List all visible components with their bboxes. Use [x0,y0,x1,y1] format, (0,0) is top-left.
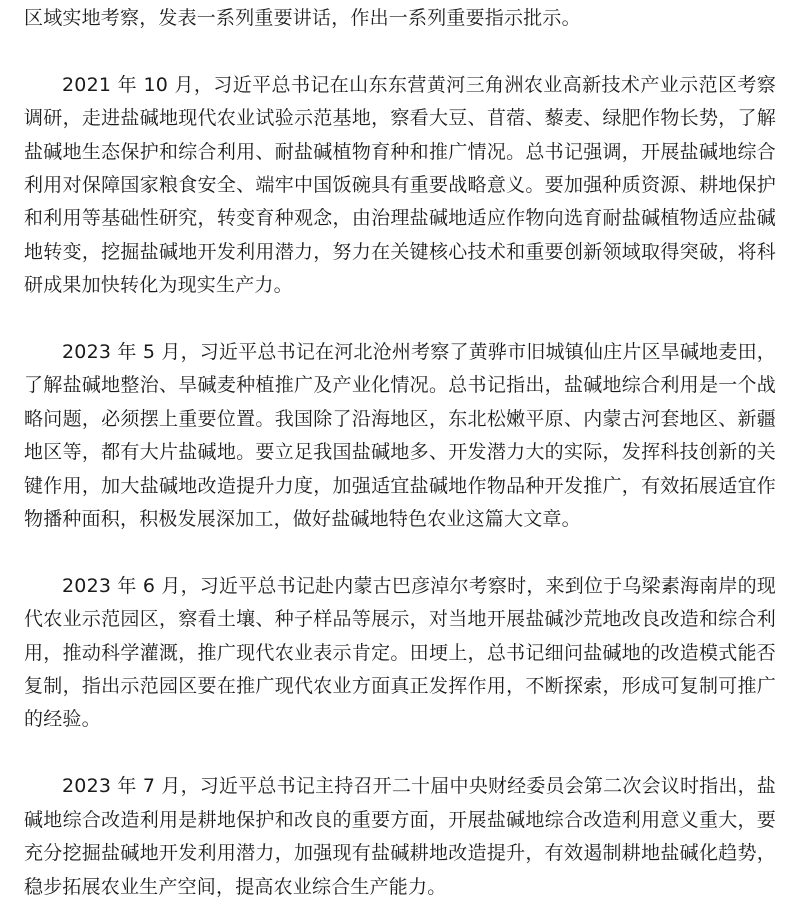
paragraph-gap [24,536,776,569]
article-body [24,2,776,904]
paragraph-gap [24,35,776,68]
paragraph-2023-07: 2023 年 7 月，习近平总书记主持召开二十届中央财经委员会第二次会议时指出，盐碱地综合改造利用是耕地保护和改良的重要方面，开展盐碱地综合改造利用意义重大，要充分挖掘盐碱地开发利用潜力，加强现有盐碱耕地改造提升，有效遏制耕地盐碱化趋势，稳步拓展农业生产空间，提高农业综合生产能力。 [24,775,776,898]
paragraph-2021-10: 2021 年 10 月，习近平总书记在山东东营黄河三角洲农业高新技术产业示范区考察调研，走进盐碱地现代农业试验示范基地，察看大豆、苜蓿、藜麦、绿肥作物长势，了解盐碱地生态保护和综合利用、耐盐碱植物育种和推广情况。总书记强调，开展盐碱地综合利用对保障国家粮食安全、端牢中国饭碗具有重要战略意义。要加强种质资源、耕地保护和利用等基础性研究，转变育种观念，由治理盐碱地适应作物向选育耐盐碱植物适应盐碱地转变，挖掘盐碱地开发利用潜力，努力在关键核心技术和重要创新领域取得突破，将科研成果加快转化为现实生产力。 [24,73,776,297]
paragraph-2023-05: 2023 年 5 月，习近平总书记在河北沧州考察了黄骅市旧城镇仙庄片区旱碱地麦田，了解盐碱地整治、旱碱麦种植推广及产业化情况。总书记指出，盐碱地综合利用是一个战略问题，必须摆上重要位置。我国除了沿海地区，东北松嫩平原、内蒙古河套地区、新疆地区等，都有大片盐碱地。要立足我国盐碱地多、开发潜力大的实际，发挥科技创新的关键作用，加大盐碱地改造提升力度，加强适宜盐碱地作物品种开发推广，有效拓展适宜作物播种面积，积极发展深加工，做好盐碱地特色农业这篇大文章。 [24,341,776,531]
paragraph-gap [24,303,776,336]
paragraph-intro-tail: 区域实地考察，发表一系列重要讲话，作出一系列重要指示批示。 [24,7,581,29]
paragraph-gap [24,737,776,770]
paragraph-2023-06: 2023 年 6 月，习近平总书记赴内蒙古巴彦淖尔考察时，来到位于乌梁素海南岸的现代农业示范园区，察看土壤、种子样品等展示，对当地开展盐碱沙荒地改良改造和综合利用，推动科学灌溉，推广现代农业表示肯定。田埂上，总书记细问盐碱地的改造模式能否复制，指出示范园区要在推广现代农业方面真正发挥作用，不断探索，形成可复制可推广的经验。 [24,574,776,731]
